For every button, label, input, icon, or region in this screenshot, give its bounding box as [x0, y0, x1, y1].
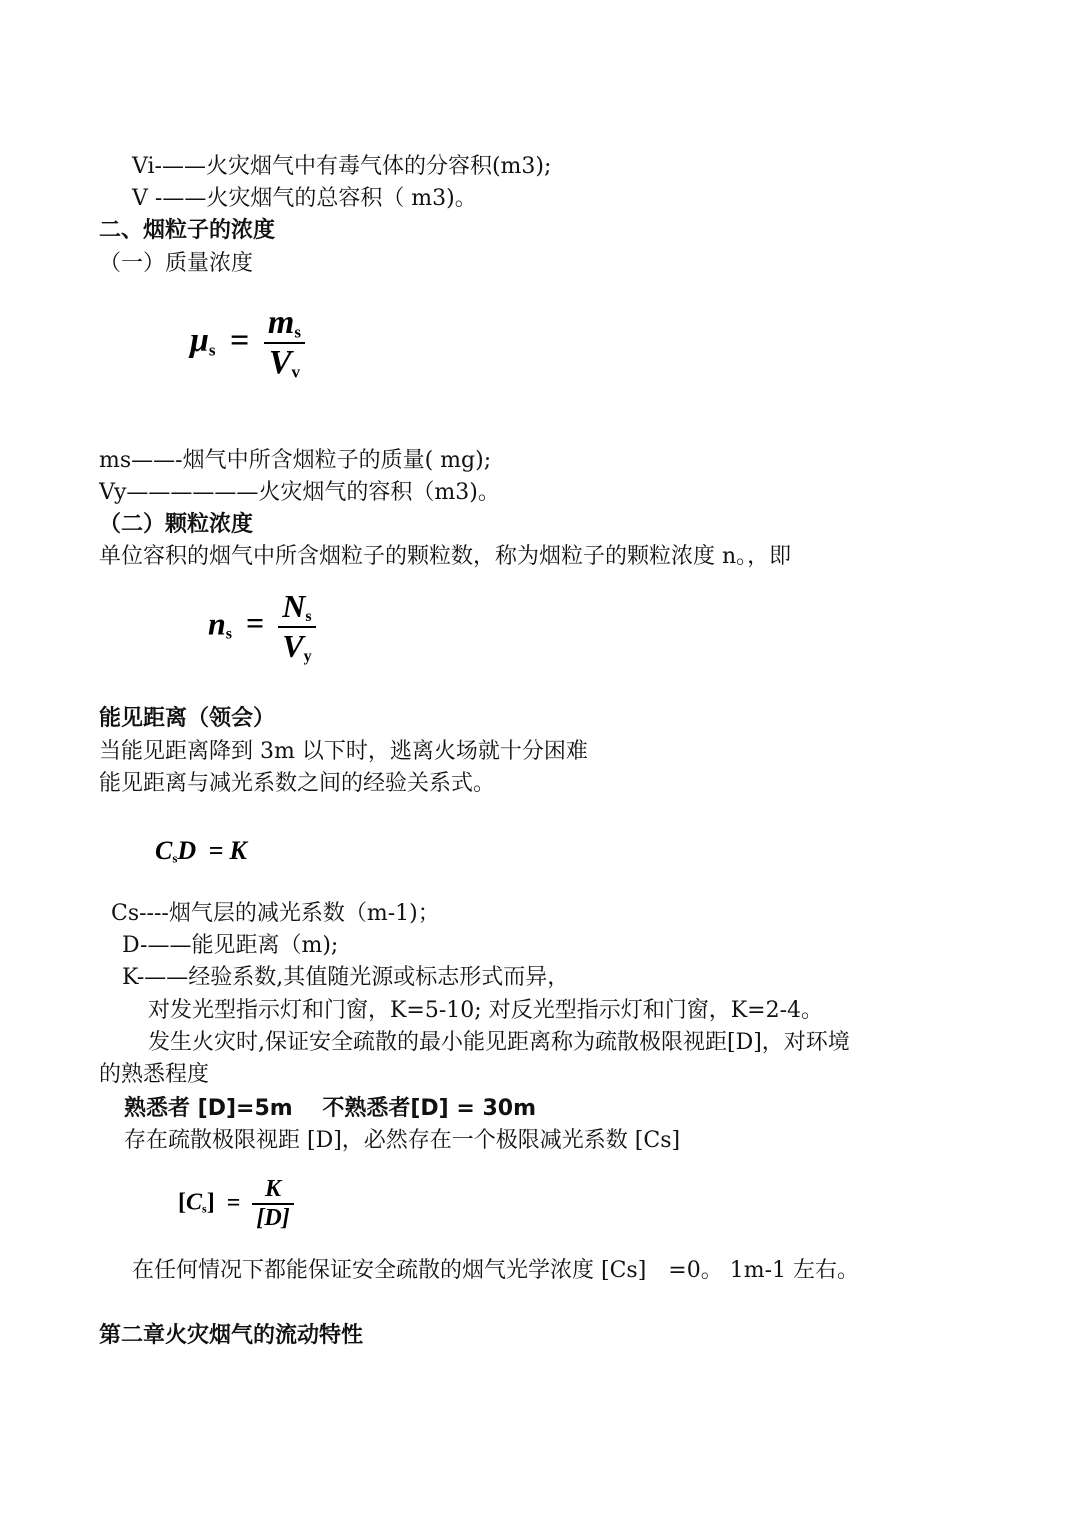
- visibility-paragraph-1: 当能见距离降到 3m 以下时，逃离火场就十分困难: [99, 739, 588, 764]
- particle-concentration-text: 单位容积的烟气中所含烟粒子的颗粒数，称为烟粒子的颗粒浓度 n。，即: [99, 544, 792, 569]
- safe-concentration-text: 在任何情况下都能保证安全疏散的烟气光学浓度 [Cs] =0。 1m-1 左右。: [132, 1258, 859, 1283]
- visibility-paragraph-2: 能见距离与减光系数之间的经验关系式。: [99, 771, 496, 796]
- limit-paragraph-1: 发生火灾时,保证安全疏散的最小能见距离称为疏散极限视距[D]，对环境: [148, 1030, 850, 1055]
- limit-cs-formula: $[C_s]$ = $\frac{K}{[D]}$: [178, 1176, 294, 1232]
- ms-definition: ms——-烟气中所含烟粒子的质量( mg);: [99, 448, 492, 473]
- visibility-title: 能见距离（领会）: [99, 706, 276, 731]
- mass-concentration-formula: $\mu_s$ = $\frac{m_s}{V_v}$: [190, 304, 305, 383]
- d-definition: D-——能见距离（m);: [122, 933, 339, 958]
- familiarity-values: 熟悉者 [D]=5m 不熟悉者[D] = 30m: [124, 1096, 537, 1121]
- v-definition: V -——火灾烟气的总容积（ m3)。: [132, 186, 477, 211]
- limit-cs-text: 存在疏散极限视距 [D]，必然存在一个极限减光系数 [Cs]: [124, 1128, 681, 1153]
- vi-definition: Vi-——火灾烟气中有毒气体的分容积(m3);: [132, 154, 552, 179]
- k-definition: K-——经验系数,其值随光源或标志形式而异，: [122, 965, 570, 990]
- k-values: 对发光型指示灯和门窗，K=5-10; 对反光型指示灯和门窗，K=2-4。: [148, 998, 823, 1023]
- sub1-title: （一）质量浓度: [99, 251, 254, 276]
- sub2-title: （二）颗粒浓度: [99, 512, 254, 537]
- visibility-formula: $C_sD = K$: [155, 836, 247, 866]
- cs-definition: Cs----烟气层的减光系数（m-1)；: [111, 901, 440, 926]
- chapter-title: 第二章火灾烟气的流动特性: [99, 1323, 364, 1348]
- vy-definition: Vy——————火灾烟气的容积（m3)。: [99, 480, 500, 505]
- particle-concentration-formula: $n_s$ = $\frac{N_s}{V_y}$: [208, 588, 316, 666]
- limit-paragraph-2: 的熟悉程度: [99, 1062, 210, 1087]
- section2-title: 二、烟粒子的浓度: [99, 218, 276, 243]
